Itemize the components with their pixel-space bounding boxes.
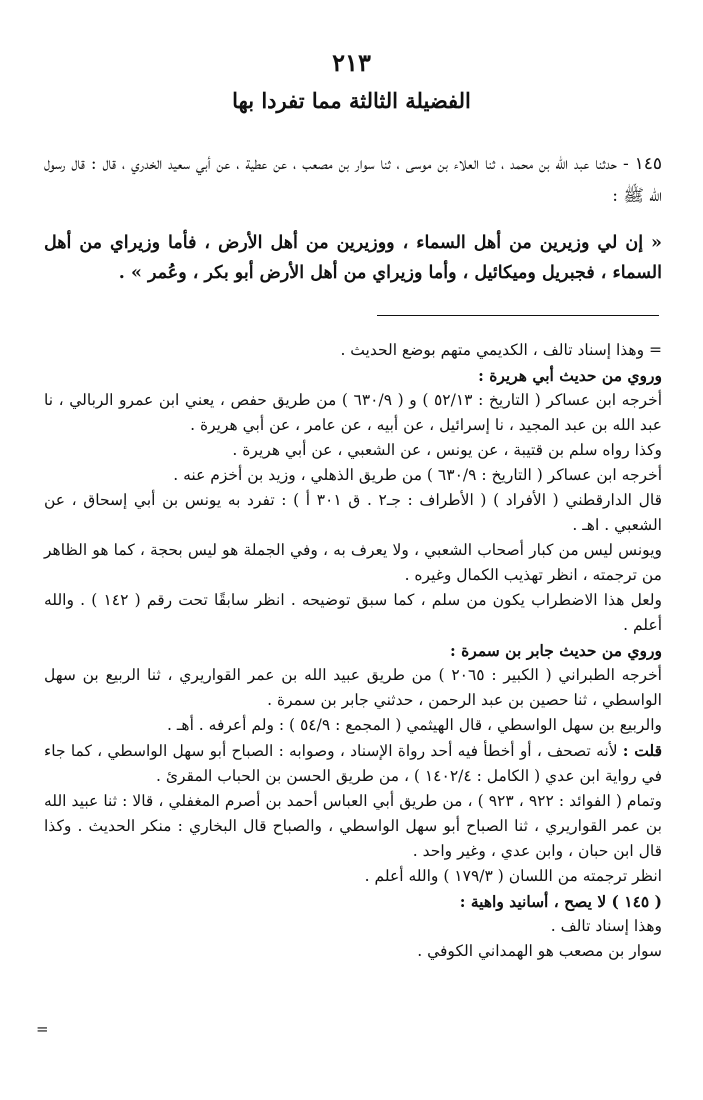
note-paragraph: ولعل هذا الاضطراب يكون من سلم ، كما سبق توضيحه . انظر سابقًا تحت رقم ( ١٤٢ ) . والله أعلم . [44,591,662,634]
note-paragraph: أخرجه ابن عساكر ( التاريخ : ٥٢/١٣ ) و ( ٦٣٠/٩ ) من طريق حفص ، يعني ابن عمرو الربالي ، نا عبد الله بن عبد المجيد ، نا إسرائيل ، عن أبيه ، عن عامر ، عن أبي هريرة . [44,391,663,434]
note-paragraph: أخرجه ابن عساكر ( التاريخ : ٦٣٠/٩ ) من طريق الذهلي ، وزيد بن أخزم عنه . [173,466,662,484]
commentary [44,338,662,964]
note-paragraph: والربيع بن سهل الواسطي ، قال الهيثمي ( المجمع : ٥٤/٩ ) : ولم أعرفه . أهـ . [167,716,662,734]
note-paragraph: وهذا إسناد تالف . [550,917,662,935]
heading-jabir: وروي من حديث جابر بن سمرة : [450,641,662,660]
hadith-isnad: ١٤٥ - حدثنا عبد الله بن محمد ، ثنا العلاء بن موسى ، ثنا سوار بن مصعب ، عن عطية ، عن أبي سعيد الخدري ، قال : قال رسول الله ﷺ : [44,154,662,206]
hadith-text: « إن لي وزيرين من أهل السماء ، ووزيرين من أهل الأرض ، فأما وزيراي من أهل السماء ، فجبريل وميكائيل ، وأما وزيراي من أهل الأرض أبو بكر ، وعُمر » . [44,233,662,283]
heading-abu-hurayra: وروي من حديث أبي هريرة : [478,366,662,385]
note-paragraph: ويونس ليس من كبار أصحاب الشعبي ، ولا يعرف به ، وفي الجملة هو ليس بحجة ، كما هو الظاهر من ترجمته ، انظر تهذيب الكمال وغيره . [44,541,662,584]
note-continuation: = وهذا إسناد تالف ، الكديمي متهم بوضع الحديث . [340,341,662,359]
qulat-label: قلت : [622,741,662,760]
note-text: لأنه تصحف ، أو أخطأ فيه أحد رواة الإسناد ، وصوابه : الصباح أبو سهل الواسطي ، كما جاء في رواية ابن عدي ( الكامل : ١٤٠٢/٤ ) ، من طريق الحسن بن الحباب المقرئ . [44,742,662,785]
note-paragraph: سوار بن مصعب هو الهمداني الكوفي . [417,942,662,960]
note-paragraph: أخرجه الطبراني ( الكبير : ٢٠٦٥ ) من طريق عبيد الله بن عمر القواريري ، ثنا الربيع بن سهل الواسطي ، ثنا حصين بن عبد الرحمن ، حدثني جابر بن سمرة . [44,666,662,709]
footnote-divider [377,315,659,316]
verdict-heading: ( ١٤٥ ) لا يصح ، أسانيد واهية : [459,892,662,911]
note-paragraph: قال الدارقطني ( الأفراد ) ( الأطراف : جـ٢ . ق ٣٠١ أ ) : تفرد به يونس بن أبي إسحاق ، عن الشعبي . اهـ . [44,491,662,534]
chapter-title: الفضيلة الثالثة مما تفردا بها [232,88,471,113]
page-number: ٢١٣ [332,48,371,77]
note-paragraph: وتمام ( الفوائد : ٩٢٢ ، ٩٢٣ ) ، من طريق أبي العباس أحمد بن أصرم المغفلي ، قالا : ثنا عبيد الله بن عمر القواريري ، ثنا الصباح أبو سهل الواسطي ، والصباح قال البخاري : منكر الحديث . وكذا قال ابن حبان ، وابن عدي ، وغير واحد . [44,792,662,860]
note-paragraph: وكذا رواه سلم بن قتيبة ، عن يونس ، عن الشعبي ، عن أبي هريرة . [232,441,662,459]
note-paragraph: انظر ترجمته من اللسان ( ١٧٩/٣ ) والله أعلم . [364,867,662,885]
note-paragraph [44,738,662,789]
continuation-mark: = [36,1020,49,1038]
